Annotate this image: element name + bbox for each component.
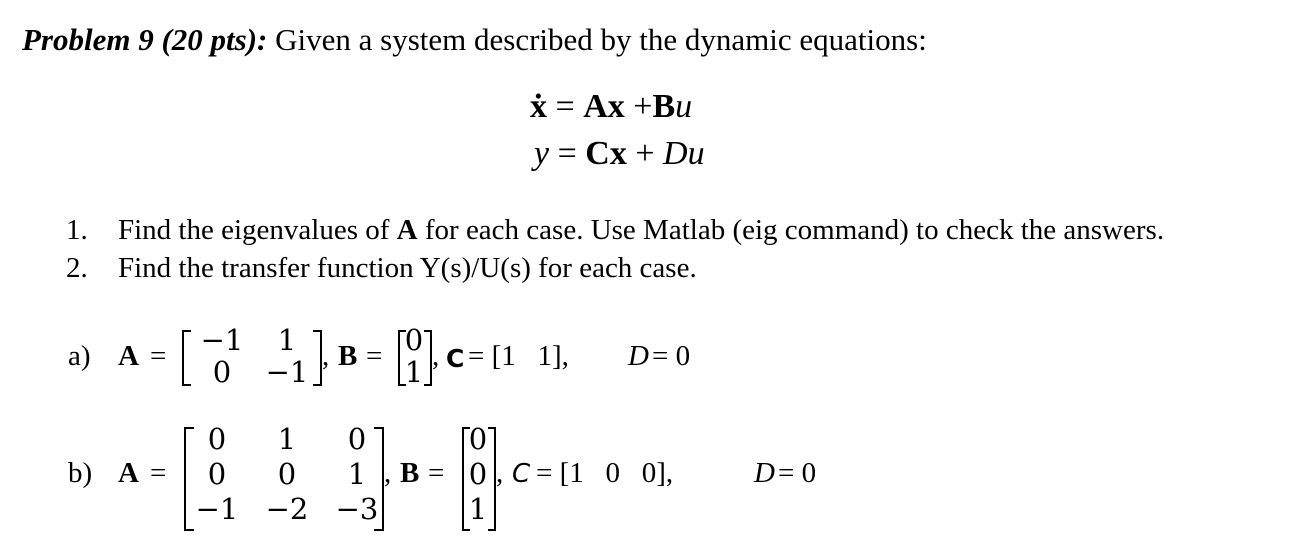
matrix-a-cell: −2: [265, 492, 309, 526]
problem-title: [22, 22, 927, 58]
matrix-a-cell: 1: [277, 422, 297, 456]
matrix-b-cell: 0: [468, 457, 488, 491]
equals-sign: =: [150, 457, 167, 489]
matrix-a-name: A: [118, 457, 139, 489]
equals-sign: =: [428, 457, 445, 489]
cx-term: Cx: [585, 135, 627, 172]
case-a-label: a): [68, 340, 91, 372]
matrix-a-cell: 0: [212, 355, 232, 389]
task-bold: A: [396, 214, 418, 246]
right-bracket: [374, 427, 384, 531]
state-equation: [530, 88, 692, 126]
task-item-2: [66, 252, 697, 285]
matrix-c-name: C: [446, 344, 465, 373]
matrix-a-name: A: [118, 340, 139, 372]
problem-label: Problem 9 (20 pts):: [22, 22, 268, 57]
matrix-a-cell: 1: [277, 323, 297, 357]
right-bracket: [313, 330, 322, 386]
right-bracket: [424, 330, 432, 386]
y-symbol: y: [534, 135, 550, 172]
matrix-c-name: C: [512, 459, 531, 489]
case-b-label: b): [68, 457, 93, 489]
task-text: Find the eigenvalues of: [118, 214, 397, 246]
matrix-b-cell: 1: [468, 492, 488, 526]
b-term: B: [652, 88, 676, 125]
plus-sign: +: [635, 135, 655, 172]
d-value: = 0: [652, 340, 691, 372]
equals-sign: =: [555, 88, 575, 125]
matrix-b-name: B: [338, 340, 358, 372]
equals-sign: =: [150, 340, 167, 372]
d-symbol: D: [754, 457, 775, 489]
task-text: Find the transfer function Y(s)/U(s) for each case.: [118, 252, 697, 284]
matrix-b-cell: 0: [404, 323, 424, 357]
matrix-a-cell: 0: [347, 422, 367, 456]
left-bracket: [182, 330, 191, 386]
equals-sign: =: [557, 135, 577, 172]
u-variable: u: [675, 88, 693, 125]
right-bracket: [488, 427, 496, 531]
xdot-symbol: ẋ: [530, 88, 547, 125]
task-text: for each case. Use Matlab (eig command) to check the answers.: [417, 214, 1165, 246]
matrix-b-name: B: [400, 457, 420, 489]
matrix-a-cell: −1: [195, 492, 239, 526]
equals-sign: =: [366, 340, 383, 372]
matrix-b-cell: 1: [404, 355, 424, 389]
d-value: = 0: [778, 457, 817, 489]
matrix-a-cell: 1: [347, 457, 367, 491]
matrix-c-value: = [1 0 0],: [536, 457, 674, 489]
task-item-1: [66, 214, 1164, 247]
plus-sign: +: [633, 88, 653, 125]
output-equation: [534, 135, 705, 173]
matrix-a-cell: −3: [335, 492, 379, 526]
matrix-a-cell: 0: [207, 457, 227, 491]
task-number: 2.: [66, 252, 88, 284]
matrix-a-cell: 0: [277, 457, 297, 491]
matrix-b-cell: 0: [468, 422, 488, 456]
ax-term: Ax: [583, 88, 625, 125]
problem-statement: Given a system described by the dynamic equations:: [275, 22, 927, 57]
d-symbol: D: [628, 340, 649, 372]
matrix-c-value: = [1 1],: [468, 340, 569, 372]
matrix-a-cell: 0: [207, 422, 227, 456]
matrix-a-cell: −1: [200, 323, 244, 357]
matrix-a-cell: −1: [265, 355, 309, 389]
du-term: Du: [663, 135, 705, 172]
task-number: 1.: [66, 214, 88, 246]
